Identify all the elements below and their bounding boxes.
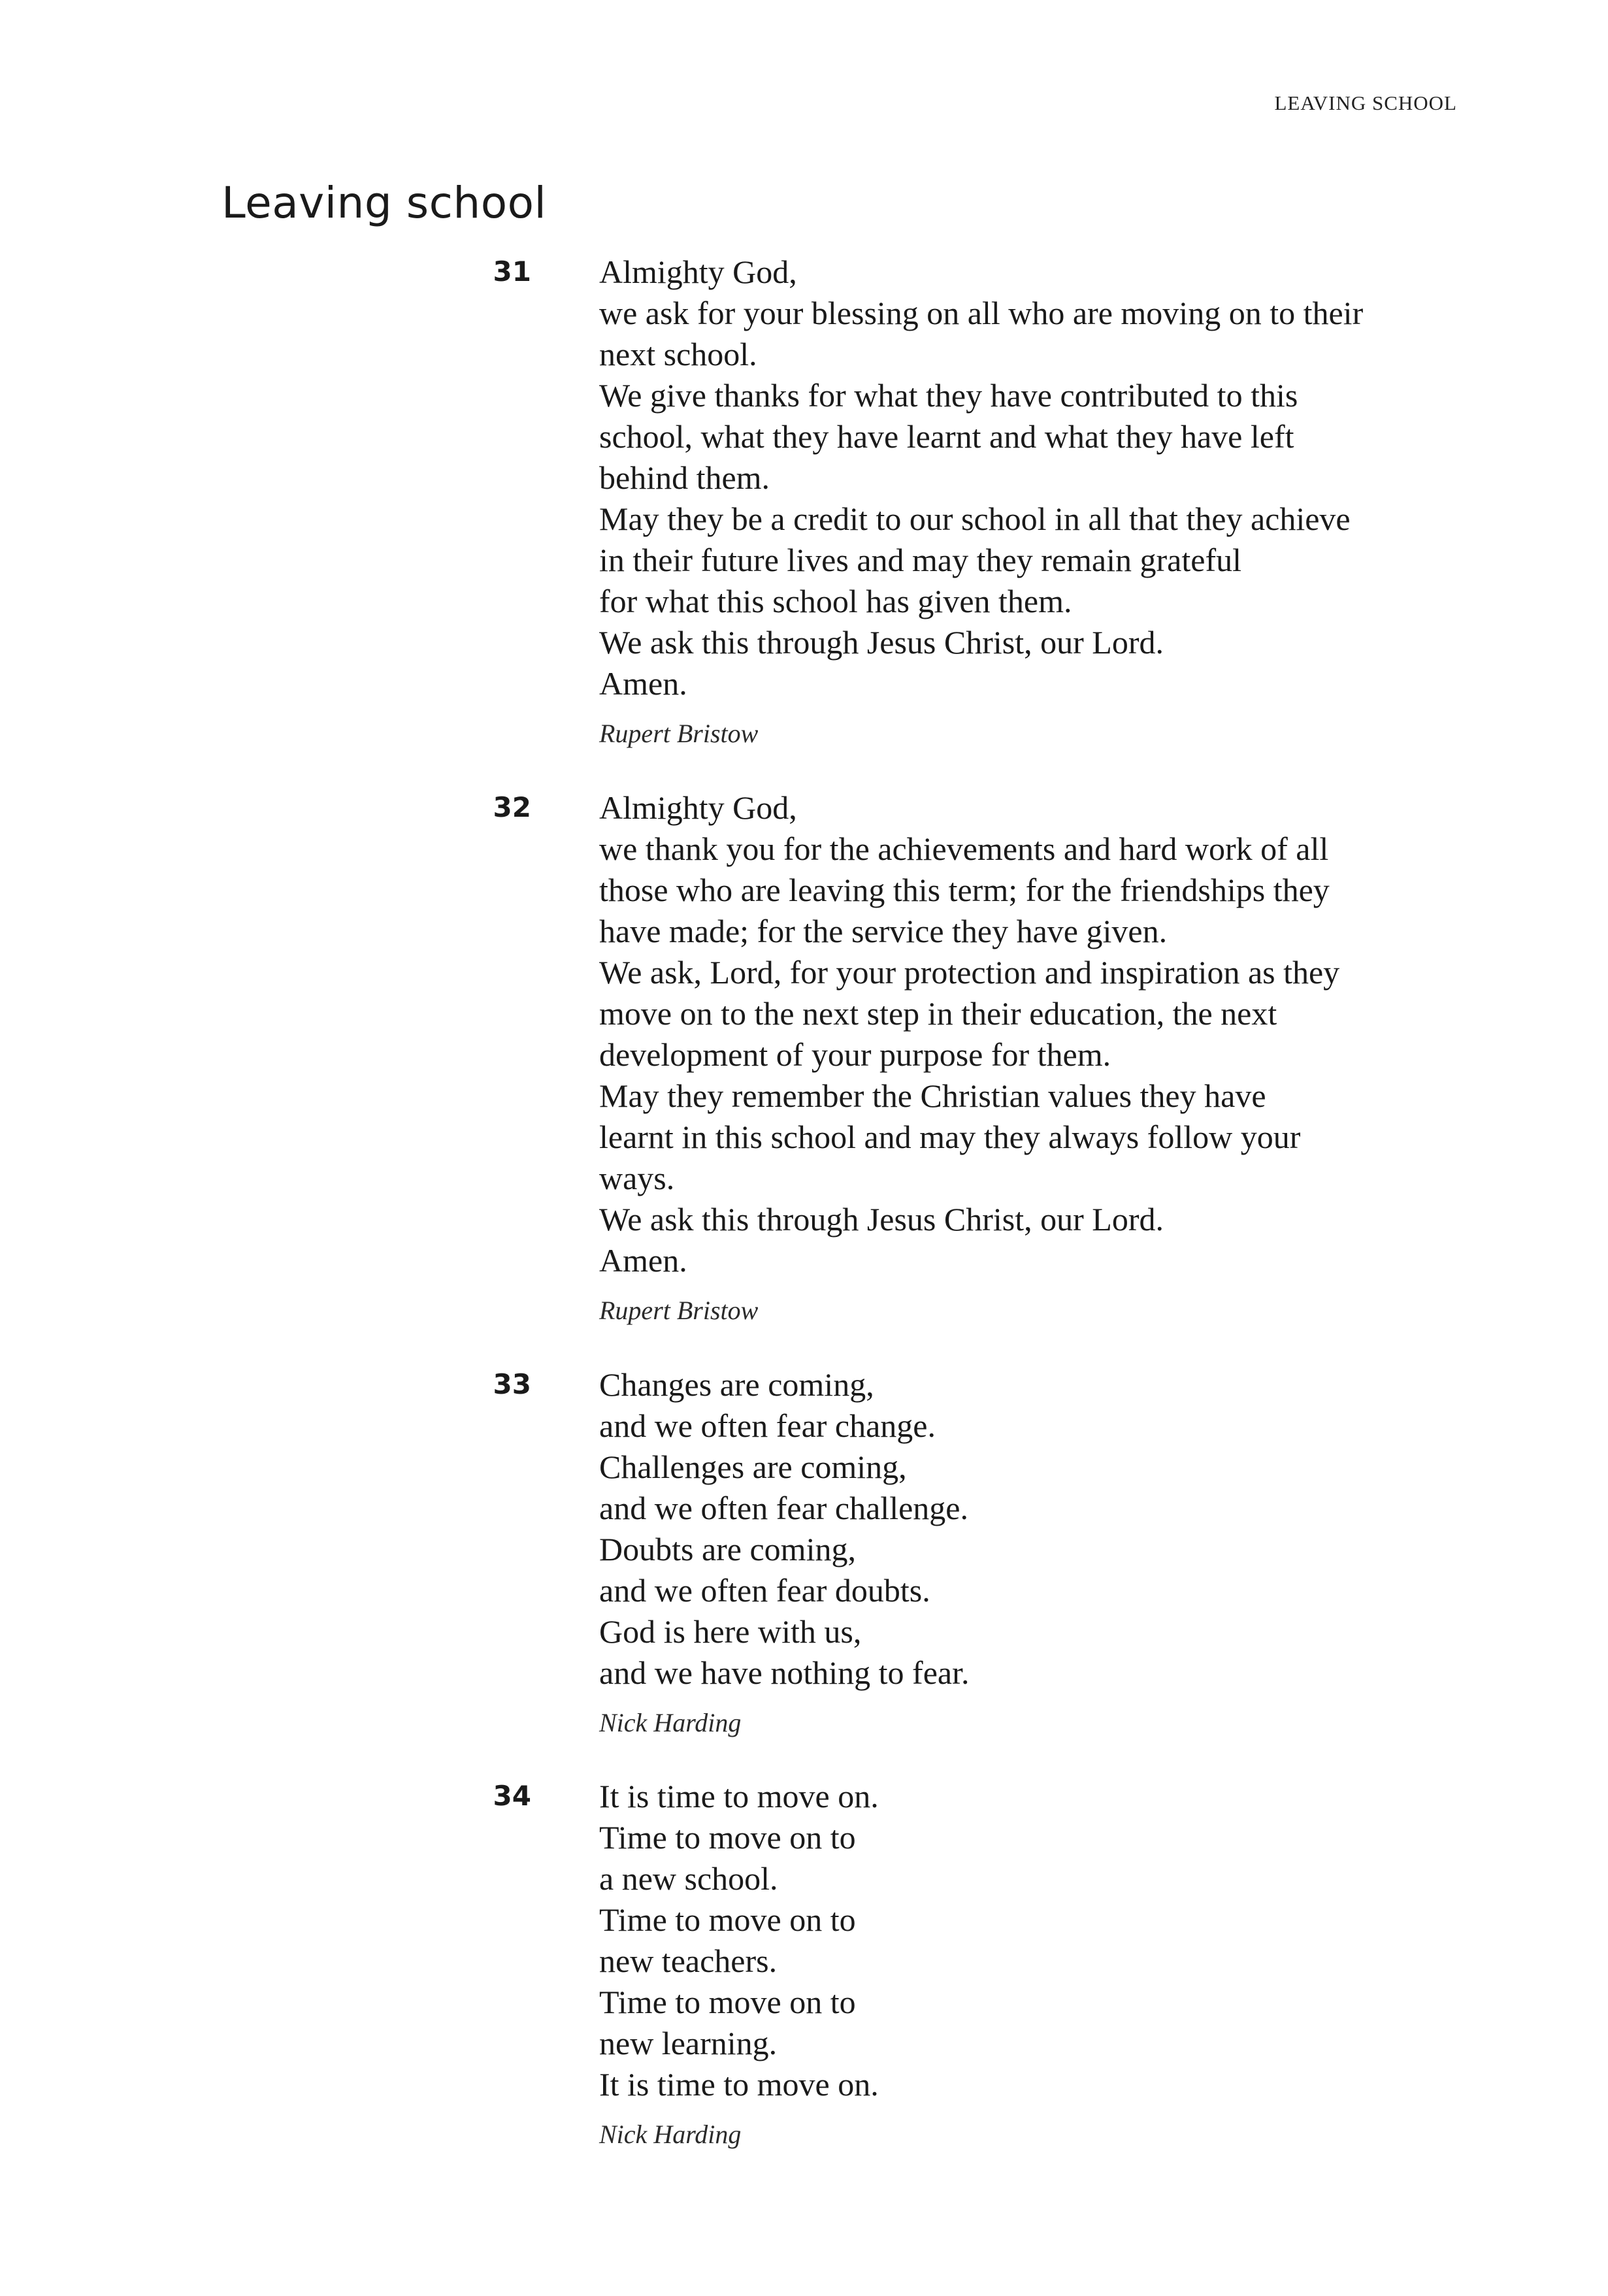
prayer-line: new teachers.	[599, 1943, 778, 1979]
prayer-line: next school.	[599, 336, 757, 372]
prayer-line: and we have nothing to fear.	[599, 1654, 970, 1691]
prayer-line: Time to move on to	[599, 1984, 856, 2020]
prayer-line: learnt in this school and may they always follow your	[599, 1119, 1301, 1155]
prayer-line: Time to move on to	[599, 1819, 856, 1856]
prayer-line: a new school.	[599, 1860, 778, 1897]
prayer-line: May they remember the Christian values they have	[599, 1077, 1266, 1114]
prayer-line: school, what they have learnt and what they have left	[599, 418, 1294, 455]
prayer-line: we ask for your blessing on all who are moving on to their	[599, 295, 1364, 331]
prayer-line: Time to move on to	[599, 1901, 856, 1938]
prayer-line: We ask this through Jesus Christ, our Lord.	[599, 1201, 1164, 1238]
section-title: Leaving school	[222, 178, 547, 228]
prayer-line: and we often fear challenge.	[599, 1490, 968, 1526]
attribution: Nick Harding	[599, 2120, 742, 2149]
prayer-line: new learning.	[599, 2025, 778, 2061]
prayer-line: we thank you for the achievements and hard work of all	[599, 830, 1329, 867]
prayer-line: Almighty God,	[599, 789, 797, 826]
prayer-line: in their future lives and may they remain grateful	[599, 542, 1241, 578]
attribution: Rupert Bristow	[599, 719, 759, 748]
prayer-line: ways.	[599, 1160, 675, 1196]
prayer-line: Amen.	[599, 665, 687, 702]
prayer-text	[599, 1776, 1462, 2151]
prayer-line: We give thanks for what they have contributed to this	[599, 377, 1298, 414]
running-head: LEAVING SCHOOL	[1274, 91, 1457, 114]
prayer-line: and we often fear change.	[599, 1407, 936, 1444]
prayer-line: behind them.	[599, 459, 770, 496]
prayer-line: Amen.	[599, 1242, 687, 1279]
prayer-line: Doubts are coming,	[599, 1531, 856, 1567]
prayer-text	[599, 787, 1462, 1327]
prayer-line: We ask this through Jesus Christ, our Lord.	[599, 624, 1164, 661]
prayer-line: development of your purpose for them.	[599, 1036, 1111, 1073]
prayer-line: for what this school has given them.	[599, 583, 1072, 619]
prayer-line: and we often fear doubts.	[599, 1572, 930, 1609]
prayer-line: God is here with us,	[599, 1613, 862, 1650]
prayer-line: have made; for the service they have given.	[599, 913, 1168, 949]
prayer-text	[599, 252, 1462, 750]
prayer-line: Almighty God,	[599, 254, 797, 290]
attribution: Nick Harding	[599, 1708, 742, 1737]
prayer-number: 33	[493, 1368, 531, 1400]
prayer-text	[599, 1364, 1462, 1739]
prayer-line: It is time to move on.	[599, 1778, 879, 1814]
prayer-line: It is time to move on.	[599, 2066, 879, 2103]
prayer-line: those who are leaving this term; for the friendships they	[599, 872, 1330, 908]
prayer-number: 34	[493, 1780, 531, 1812]
prayer-line: We ask, Lord, for your protection and inspiration as they	[599, 954, 1340, 991]
prayer-number: 32	[493, 791, 531, 823]
attribution: Rupert Bristow	[599, 1296, 759, 1325]
prayer-line: move on to the next step in their education, the next	[599, 995, 1277, 1032]
prayer-line: May they be a credit to our school in all that they achieve	[599, 500, 1351, 537]
prayer-number: 31	[493, 255, 531, 287]
prayer-line: Challenges are coming,	[599, 1449, 907, 1485]
prayer-line: Changes are coming,	[599, 1366, 874, 1403]
